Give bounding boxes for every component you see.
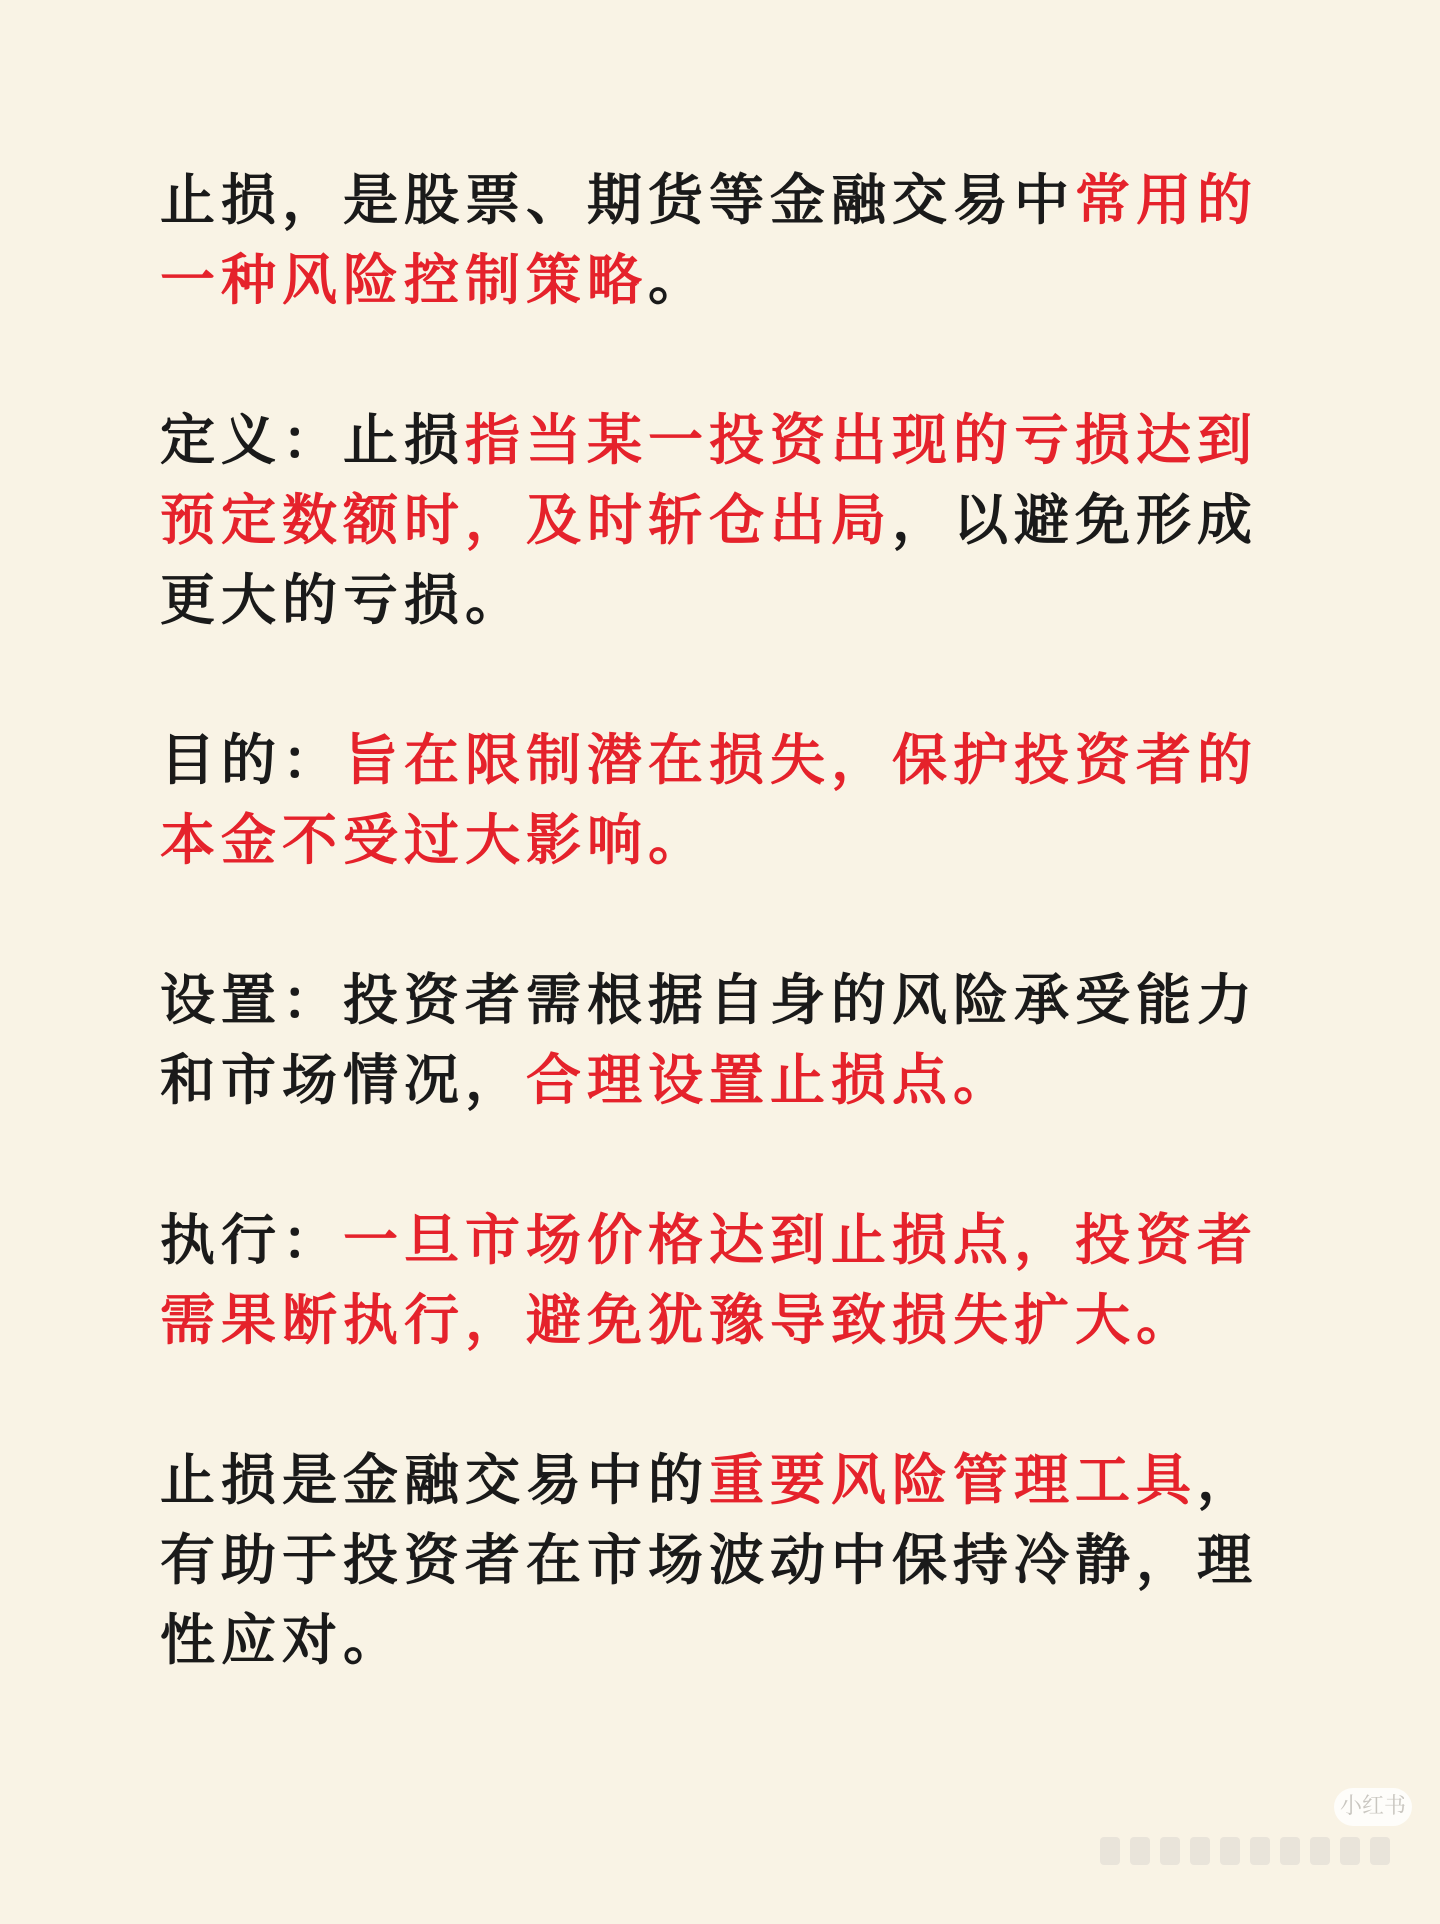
paragraph-setup xyxy=(160,960,1290,1120)
highlight-segment: 旨在限制潜在损失，保护投资者的本金不受过大影响。 xyxy=(160,728,1259,872)
watermark-block xyxy=(1340,1837,1360,1865)
text-segment: 定义：止损 xyxy=(160,408,466,472)
text-segment: ，以避免形成更大的亏损。 xyxy=(160,488,1259,632)
watermark-block xyxy=(1280,1837,1300,1865)
text-segment: 止损，是股票、期货等金融交易中 xyxy=(160,168,1076,232)
text-segment: 设置：投资者需根据自身的风险承受能力和市场情况， xyxy=(160,968,1259,1112)
watermark-block xyxy=(1250,1837,1270,1865)
paragraph-execution xyxy=(160,1200,1290,1360)
watermark-block xyxy=(1160,1837,1180,1865)
watermark-block xyxy=(1220,1837,1240,1865)
highlight-segment: 指当某一投资出现的亏损达到预定数额时，及时斩仓出局 xyxy=(160,408,1259,552)
text-segment: 目的： xyxy=(160,728,344,792)
watermark-block xyxy=(1310,1837,1330,1865)
highlight-segment: 重要风险管理工具 xyxy=(709,1448,1198,1512)
text-segment: 止损是金融交易中的 xyxy=(160,1448,710,1512)
paragraph-intro xyxy=(160,160,1290,320)
bottom-watermark-strip xyxy=(1100,1834,1410,1868)
paragraph-summary xyxy=(160,1440,1290,1680)
xiaohongshu-watermark: 小红书 xyxy=(1334,1788,1412,1826)
text-segment: 。 xyxy=(648,248,710,312)
watermark-block xyxy=(1100,1837,1120,1865)
highlight-segment: 合理设置止损点。 xyxy=(526,1048,1015,1112)
paragraph-definition xyxy=(160,400,1290,640)
paragraph-purpose xyxy=(160,720,1290,880)
text-segment: 执行： xyxy=(160,1208,344,1272)
watermark-block xyxy=(1370,1837,1390,1865)
highlight-segment: 常用的一种风险控制策略 xyxy=(160,168,1259,312)
article-body xyxy=(160,160,1290,1760)
highlight-segment: 一旦市场价格达到止损点，投资者需果断执行，避免犹豫导致损失扩大。 xyxy=(160,1208,1259,1352)
watermark-block xyxy=(1190,1837,1210,1865)
watermark-block xyxy=(1130,1837,1150,1865)
text-segment: ，有助于投资者在市场波动中保持冷静，理性应对。 xyxy=(160,1448,1259,1672)
